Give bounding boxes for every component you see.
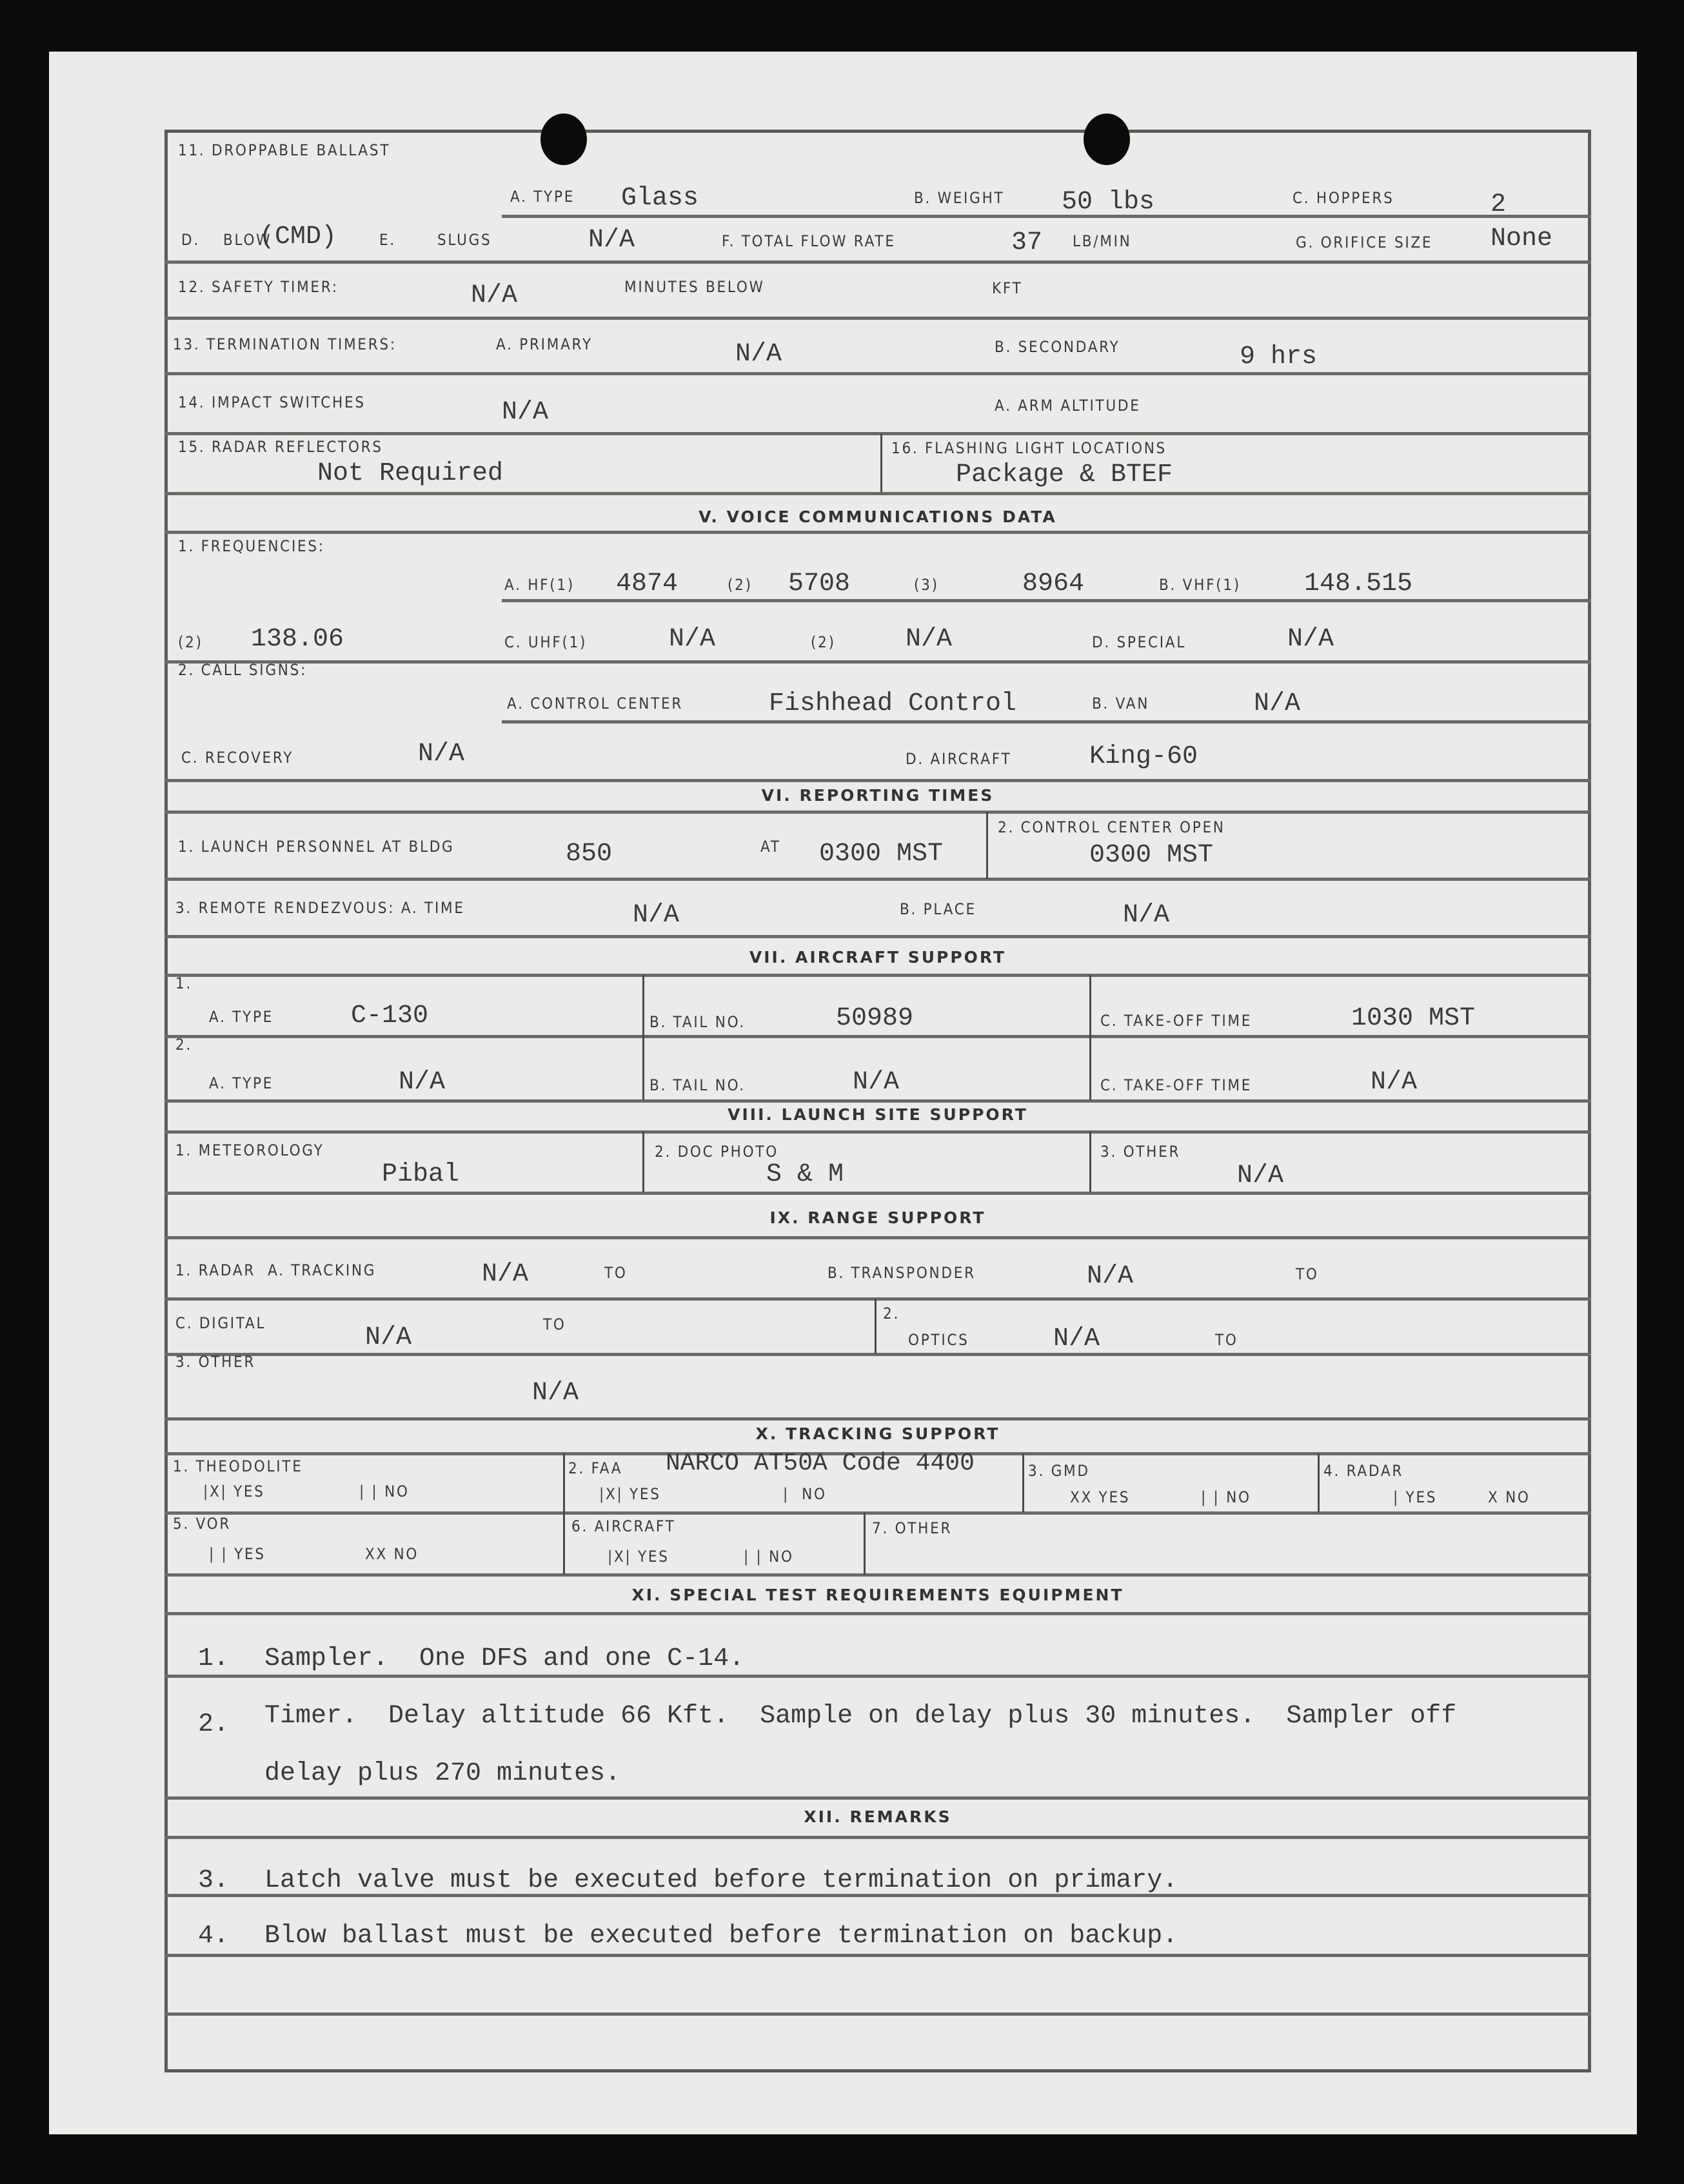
section-11-title: 11. DROPPABLE BALLAST [178,141,391,159]
blow-label: BLOW [223,231,272,249]
aircraft-yes-checkbox[interactable]: |X| YES [608,1548,669,1566]
vor-label: 5. VOR [173,1515,232,1533]
hf2-value: 5708 [788,569,851,598]
hf3-label: (3) [914,576,939,594]
divider [880,433,882,492]
tail-no-value: 50989 [836,1004,914,1033]
gmd-label: 3. GMD [1028,1462,1090,1480]
rule [164,1192,1591,1195]
primary-value: N/A [735,340,782,369]
special-label: D. SPECIAL [1092,633,1187,651]
rule [164,811,1591,814]
special-item-text: Timer. Delay altitude 66 Kft. Sample on delay plus 30 minutes. Sampler off [264,1702,1457,1731]
vor-yes-checkbox[interactable]: | | YES [209,1545,266,1563]
rule [164,1796,1591,1800]
bldg-value: 850 [566,840,613,869]
tail-no-label: B. TAIL NO. [649,1076,746,1094]
rule [164,1297,1591,1301]
aircraft-type-value: N/A [399,1068,446,1097]
rule [164,1417,1591,1421]
item-number: 4. [198,1922,230,1951]
reporting-header: VI. REPORTING TIMES [761,786,995,805]
termination-timers-label: 13. TERMINATION TIMERS: [173,335,397,353]
divider [563,1453,565,1575]
optics-label: OPTICS [908,1331,969,1349]
punch-hole [1084,113,1130,165]
hoppers-label: C. HOPPERS [1293,189,1394,207]
vhf1-value: 148.515 [1304,569,1413,598]
aircraft-callsign-label: D. AIRCRAFT [906,750,1012,768]
remote-rendezvous-label: 3. REMOTE RENDEZVOUS: A. TIME [175,899,465,917]
meteorology-value: Pibal [382,1160,460,1189]
voice-header: V. VOICE COMMUNICATIONS DATA [698,507,1057,526]
orifice-value: None [1491,224,1553,253]
special-test-header: XI. SPECIAL TEST REQUIREMENTS EQUIPMENT [631,1586,1124,1604]
orifice-label: G. ORIFICE SIZE [1296,233,1433,251]
rule [164,317,1591,320]
tail-no-value: N/A [853,1068,900,1097]
flow-value: 37 [1011,228,1043,257]
meteorology-label: 1. METEOROLOGY [175,1141,324,1159]
faa-no-checkbox[interactable]: | NO [783,1485,827,1503]
safety-timer-label: 12. SAFETY TIMER: [178,278,339,296]
takeoff-label: C. TAKE-OFF TIME [1100,1012,1253,1030]
secondary-value: 9 hrs [1240,342,1318,371]
faa-label: 2. FAA [568,1459,623,1477]
divider [1089,975,1091,1100]
kft-label: KFT [992,279,1023,297]
uhf1-value: N/A [669,625,716,654]
divider [986,812,988,879]
safety-timer-value: N/A [471,281,518,310]
to-label: TO [1296,1265,1319,1283]
rule [164,492,1591,495]
takeoff-value: 1030 MST [1351,1004,1476,1033]
doc-photo-label: 2. DOC PHOTO [655,1143,778,1161]
aircraft-no-checkbox[interactable]: | | NO [744,1548,794,1566]
rule [164,1353,1591,1356]
remark-text: Blow ballast must be executed before termination on backup. [264,1922,1178,1951]
slugs-value: N/A [588,226,635,255]
divider [1089,1132,1091,1192]
slugs-label: SLUGS [437,231,492,249]
flow-label: F. TOTAL FLOW RATE [722,232,896,250]
item-number: 1. [198,1644,230,1673]
hf1-label: A. HF(1) [504,576,575,594]
aircraft-callsign-value: King-60 [1089,742,1198,771]
gmd-yes-checkbox[interactable]: XX YES [1070,1488,1131,1506]
van-label: B. VAN [1092,694,1150,713]
rule [164,432,1591,435]
rule [164,261,1591,264]
type-label: A. TYPE [510,188,575,206]
rule [164,1612,1591,1615]
radar-yes-checkbox[interactable]: | YES [1393,1488,1438,1506]
aircraft-type-value: C-130 [351,1001,429,1030]
special-value: N/A [1287,625,1334,654]
rule [164,1035,1591,1038]
uhf1-label: C. UHF(1) [504,633,588,651]
rule [164,1954,1591,1957]
theodolite-no-checkbox[interactable]: | | NO [359,1482,410,1500]
aircraft-tracking-label: 6. AIRCRAFT [571,1517,676,1535]
rule [164,935,1591,938]
theodolite-yes-checkbox[interactable]: |X| YES [203,1482,265,1500]
other-value: N/A [1237,1161,1284,1190]
takeoff-value: N/A [1371,1068,1418,1097]
punch-hole [540,113,587,165]
rule [164,1511,1591,1515]
radar-no-checkbox[interactable]: X NO [1488,1488,1530,1506]
minutes-below-label: MINUTES BELOW [624,278,765,296]
rule [164,1130,1591,1134]
aircraft-type-label: A. TYPE [209,1008,274,1026]
vor-no-checkbox[interactable]: XX NO [365,1545,419,1563]
place-value: N/A [1123,901,1170,930]
hf3-value: 8964 [1022,569,1085,598]
aircraft-support-header: VII. AIRCRAFT SUPPORT [749,948,1007,967]
to-label: TO [543,1315,566,1333]
uhf2-value: N/A [906,625,953,654]
launch-site-header: VIII. LAUNCH SITE SUPPORT [728,1105,1028,1124]
tracking-other-label: 7. OTHER [872,1519,953,1537]
hf2-label: (2) [728,576,753,594]
item-number: 2. [198,1710,230,1739]
uhf2-label: (2) [811,633,836,651]
rule [164,1099,1591,1103]
rule [164,779,1591,782]
doc-photo-value: S & M [766,1160,844,1189]
remark-text: Latch valve must be executed before termination on primary. [264,1866,1178,1895]
theodolite-label: 1. THEODOLITE [173,1457,303,1475]
recovery-label: C. RECOVERY [181,749,294,767]
vhf1-label: B. VHF(1) [1159,576,1241,594]
weight-label: B. WEIGHT [914,189,1005,207]
at-label: AT [760,838,781,856]
control-center-value: Fishhead Control [769,689,1017,718]
faa-value: NARCO AT50A Code 4400 [666,1450,975,1477]
rule [164,660,1591,664]
aircraft-row-num: 1. [175,974,193,992]
optics-value: N/A [1053,1324,1100,1353]
vhf2-value: 138.06 [251,625,344,654]
rule [502,215,1591,218]
divider [642,975,644,1100]
range-other-label: 3. OTHER [175,1353,256,1371]
divider [875,1299,877,1354]
rule [502,599,1591,602]
hoppers-value: 2 [1491,190,1507,219]
special-item-continuation: delay plus 270 minutes. [264,1759,621,1788]
range-other-value: N/A [532,1379,579,1408]
control-center-open-value: 0300 MST [1089,841,1214,870]
aircraft-type-label: A. TYPE [209,1074,274,1092]
to-label: TO [1215,1331,1238,1349]
transponder-value: N/A [1087,1262,1134,1291]
recovery-value: N/A [418,740,465,769]
digital-value: N/A [365,1323,412,1352]
flashing-light-label: 16. FLASHING LIGHT LOCATIONS [891,439,1167,457]
transponder-label: B. TRANSPONDER [827,1264,976,1282]
divider [1318,1453,1320,1513]
place-label: B. PLACE [900,900,976,918]
digital-label: C. DIGITAL [175,1314,266,1332]
arm-altitude-label: A. ARM ALTITUDE [995,397,1141,415]
primary-label: A. PRIMARY [496,335,593,353]
rule [502,720,1591,723]
frequencies-label: 1. FREQUENCIES: [178,537,325,555]
rule [164,1675,1591,1678]
divider [864,1513,866,1575]
radar-reflectors-label: 15. RADAR REFLECTORS [178,438,383,456]
launch-personnel-label: 1. LAUNCH PERSONNEL AT BLDG [178,838,455,856]
aircraft-row-num: 2. [175,1036,193,1054]
rule [164,531,1591,534]
control-center-label: A. CONTROL CENTER [507,694,684,713]
gmd-no-checkbox[interactable]: | | NO [1201,1488,1251,1506]
to-label: TO [604,1264,628,1282]
tail-no-label: B. TAIL NO. [649,1013,746,1031]
impact-switches-label: 14. IMPACT SWITCHES [178,393,366,411]
radar-tracking-label: 1. RADAR A. TRACKING [175,1261,377,1279]
launch-time-value: 0300 MST [819,840,944,869]
divider [642,1132,644,1192]
call-signs-label: 2. CALL SIGNS: [178,661,308,679]
type-value: Glass [621,184,699,213]
rule [164,1836,1591,1839]
rule [164,1236,1591,1239]
remarks-header: XII. REMARKS [804,1807,952,1826]
rule [164,372,1591,375]
tracking-value: N/A [482,1260,529,1289]
faa-yes-checkbox[interactable]: |X| YES [599,1485,661,1503]
d-label: D. [181,231,200,249]
flow-unit: LB/MIN [1073,232,1132,250]
radar-label: 4. RADAR [1323,1462,1404,1480]
optics-num: 2. [883,1304,900,1323]
blow-value: (CMD) [259,222,337,251]
rule [164,878,1591,881]
special-item-text: Sampler. One DFS and one C-14. [264,1644,745,1673]
rule [164,974,1591,977]
rule [164,2012,1591,2016]
flashing-light-value: Package & BTEF [956,460,1173,489]
vhf2-label: (2) [178,633,203,651]
hf1-value: 4874 [616,569,679,598]
radar-reflectors-value: Not Required [317,459,504,488]
van-value: N/A [1254,689,1301,718]
remote-time-value: N/A [633,901,680,930]
secondary-label: B. SECONDARY [995,338,1120,356]
impact-switches-value: N/A [502,398,549,427]
control-center-open-label: 2. CONTROL CENTER OPEN [998,818,1225,836]
rule [164,1573,1591,1577]
other-label: 3. OTHER [1100,1143,1181,1161]
e-label: E. [379,231,396,249]
item-number: 3. [198,1866,230,1895]
takeoff-label: C. TAKE-OFF TIME [1100,1076,1253,1094]
tracking-support-header: X. TRACKING SUPPORT [755,1424,1000,1443]
divider [1022,1453,1024,1513]
range-support-header: IX. RANGE SUPPORT [769,1208,986,1227]
weight-value: 50 lbs [1062,188,1155,217]
